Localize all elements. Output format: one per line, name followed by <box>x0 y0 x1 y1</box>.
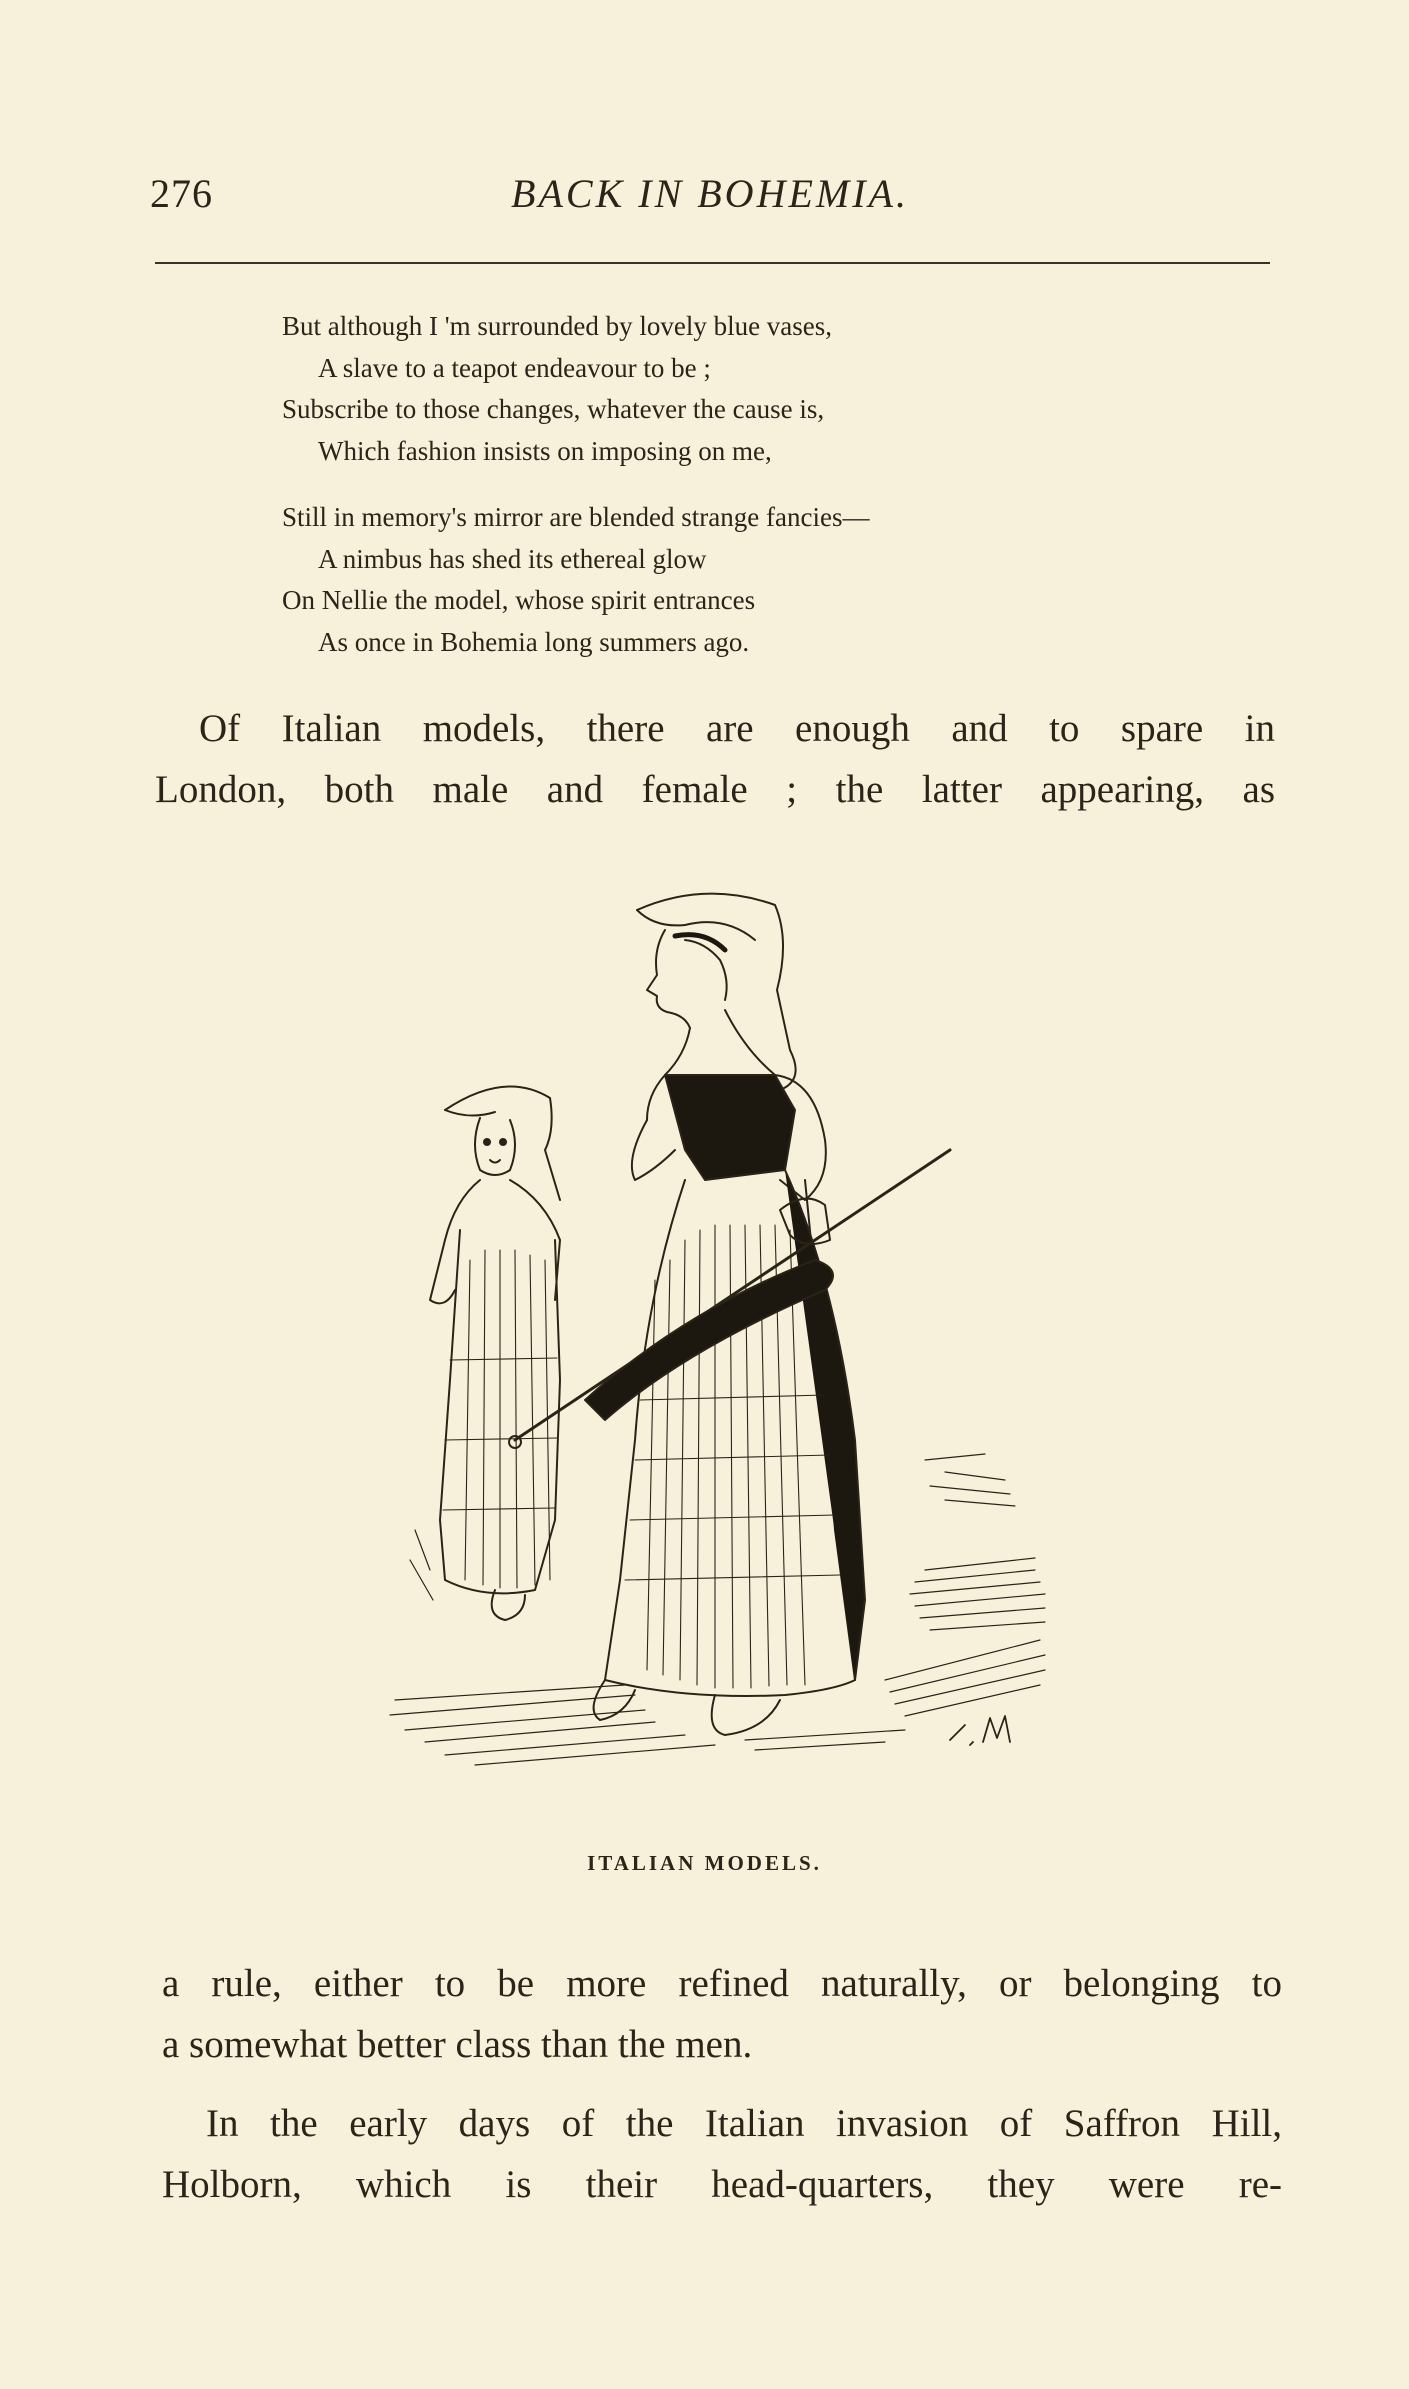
paragraph-line: London, both male and female ; the latter appearing, as <box>155 768 1275 811</box>
poem-line: A nimbus has shed its ethereal glow <box>318 543 707 574</box>
paragraph-1 <box>155 698 1275 820</box>
header-rule <box>155 262 1270 264</box>
ground-shading <box>390 1454 1045 1765</box>
poem-line: Subscribe to those changes, whatever the cause is, <box>282 394 825 424</box>
umbrella <box>509 1150 950 1448</box>
italian-models-illustration <box>385 880 1055 1820</box>
paragraph-line: Of Italian models, there are enough and to spare in <box>199 707 1275 750</box>
poem-stanza-1 <box>282 306 1182 472</box>
paragraph-line: In the early days of the Italian invasion of Saffron Hill, <box>206 2102 1282 2145</box>
illustration-caption: ITALIAN MODELS. <box>587 1851 822 1875</box>
running-title: BACK IN BOHEMIA. <box>511 171 909 216</box>
poem-line: But although I 'm surrounded by lovely blue vases, <box>282 311 833 341</box>
artist-monogram <box>950 1716 1010 1745</box>
poem-line: As once in Bohemia long summers ago. <box>318 626 750 657</box>
poem-line: On Nellie the model, whose spirit entrances <box>282 585 756 615</box>
poem <box>282 306 1182 663</box>
paragraph-line: a somewhat better class than the men. <box>162 2023 753 2066</box>
poem-stanza-2 <box>282 497 1182 663</box>
paragraph-line: a rule, either to be more refined naturally, or belonging to <box>162 1962 1282 2005</box>
paragraph-3 <box>162 2093 1282 2215</box>
child-figure <box>430 1086 560 1620</box>
poem-line: Which fashion insists on imposing on me, <box>318 435 772 466</box>
paragraph-2 <box>162 1953 1282 2075</box>
page-header <box>150 170 1270 230</box>
page-number: 276 <box>150 171 213 216</box>
poem-line: Still in memory's mirror are blended strange fancies— <box>282 502 870 532</box>
paragraph-line: Holborn, which is their head-quarters, they were re- <box>162 2163 1282 2206</box>
poem-line: A slave to a teapot endeavour to be ; <box>318 352 711 383</box>
